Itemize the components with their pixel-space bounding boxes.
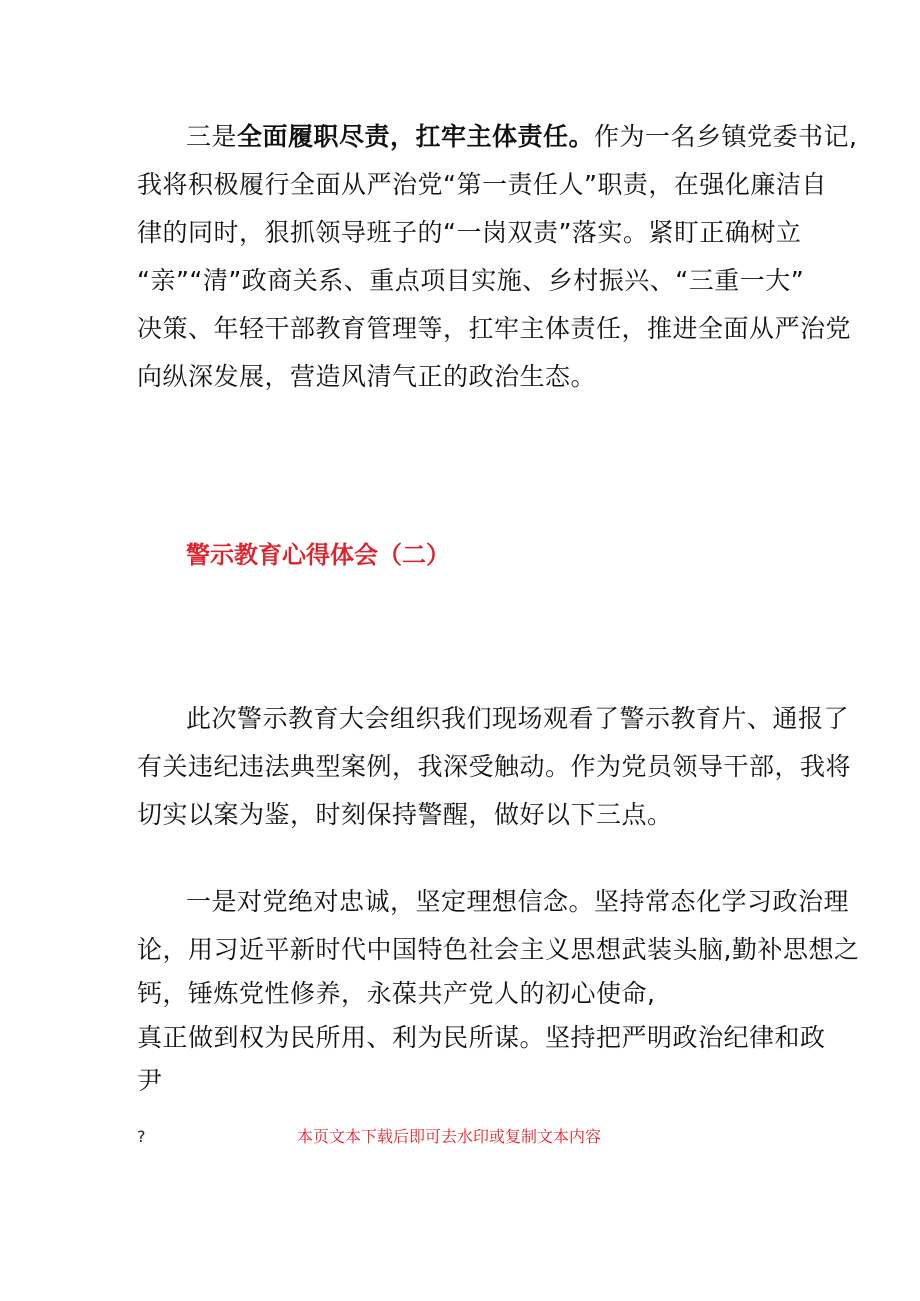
para3-line1: 一是对党绝对忠诚，坚定理想信念。坚持常态化学习政治理 xyxy=(186,887,850,916)
para3-line4: 真正做到权为民所用、利为民所谋。坚持把严明政治纪律和政 xyxy=(137,1023,826,1052)
para1-bold-lead: 全面履职尽责，扛牢主体责任。 xyxy=(237,122,595,151)
para2-line1: 此次警示教育大会组织我们现场观看了警示教育片、通报了 xyxy=(186,704,850,733)
para3-line5: 尹 xyxy=(137,1066,163,1095)
para3-line3: 钙，锤炼党性修养，永葆共产党人的初心使命, xyxy=(137,979,656,1008)
para1-line1 xyxy=(186,120,857,154)
para1-line2: 我将积极履行全面从严治党“第一责任人”职责，在强化廉洁自 xyxy=(137,170,827,199)
para1-prefix: 三是 xyxy=(186,122,238,151)
para1-line6: 向纵深发展，营造风清气正的政治生态。 xyxy=(137,362,597,391)
section-heading: 警示教育心得体会（二） xyxy=(186,541,450,569)
watermark-notice: 本页文本下载后即可去水印或复制文本内容 xyxy=(297,1127,602,1146)
para2-line3: 切实以案为鉴，时刻保持警醒，做好以下三点。 xyxy=(137,800,673,829)
para1-line1-text: 作为一名乡镇党委书记, xyxy=(594,122,858,151)
para1-line5: 决策、年轻干部教育管理等，扛牢主体责任，推进全面从严治党 xyxy=(137,314,852,343)
para3-line2: 论，用习近平新时代中国特色社会主义思想武装头脑,勤补思想之 xyxy=(137,935,860,964)
para1-line4: “亲”“清”政商关系、重点项目实施、乡村振兴、“三重一大” xyxy=(137,266,805,295)
para1-line3: 律的同时，狠抓领导班子的“一岗双责”落实。紧盯正确树立 xyxy=(137,218,802,247)
para2-line2: 有关违纪违法典型案例，我深受触动。作为党员领导干部，我将 xyxy=(137,752,852,781)
footer-mark: ? xyxy=(137,1127,146,1146)
